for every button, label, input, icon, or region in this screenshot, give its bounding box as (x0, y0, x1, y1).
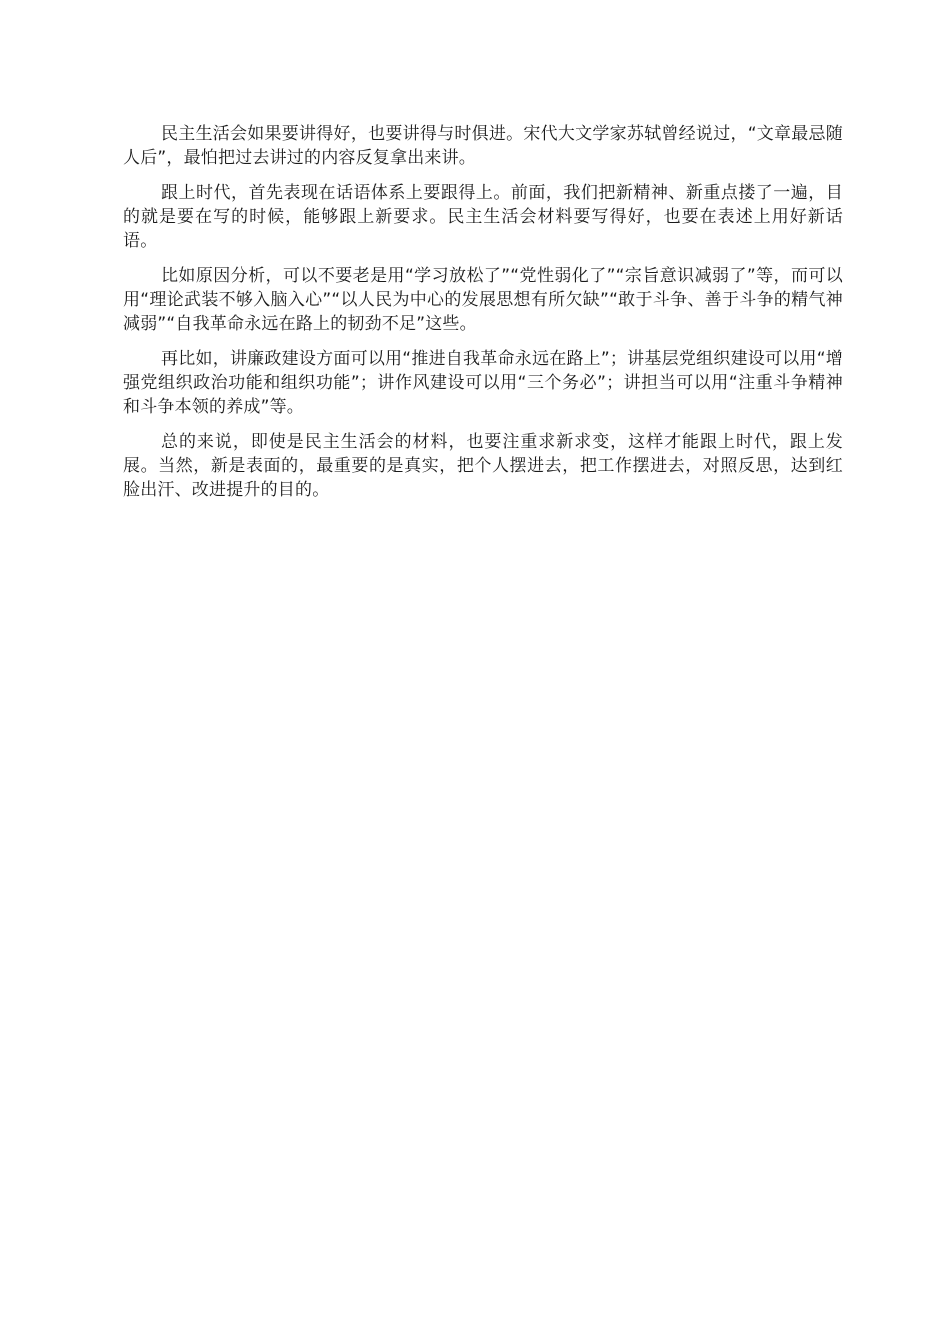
paragraph-4: 再比如，讲廉政建设方面可以用“推进自我革命永远在路上”；讲基层党组织建设可以用“增强党组织政治功能和组织功能”；讲作风建设可以用“三个务必”；讲担当可以用“注重斗争精神和斗争本领的养成”等。 (123, 349, 843, 417)
document-body (123, 122, 843, 513)
paragraph-1: 民主生活会如果要讲得好，也要讲得与时俱进。宋代大文学家苏轼曾经说过，“文章最忌随人后”，最怕把过去讲过的内容反复拿出来讲。 (123, 124, 843, 168)
paragraph-3: 比如原因分析，可以不要老是用“学习放松了”“党性弱化了”“宗旨意识减弱了”等，而可以用“理论武装不够入脑入心”“以人民为中心的发展思想有所欠缺”“敢于斗争、善于斗争的精气神减弱”“自我革命永远在路上的韧劲不足”这些。 (123, 266, 843, 334)
paragraph-2: 跟上时代，首先表现在话语体系上要跟得上。前面，我们把新精神、新重点搂了一遍，目的就是要在写的时候，能够跟上新要求。民主生活会材料要写得好，也要在表述上用好新话语。 (123, 183, 843, 251)
paragraph-5: 总的来说，即使是民主生活会的材料，也要注重求新求变，这样才能跟上时代，跟上发展。当然，新是表面的，最重要的是真实，把个人摆进去，把工作摆进去，对照反思，达到红脸出汗、改进提升的目的。 (123, 432, 843, 500)
